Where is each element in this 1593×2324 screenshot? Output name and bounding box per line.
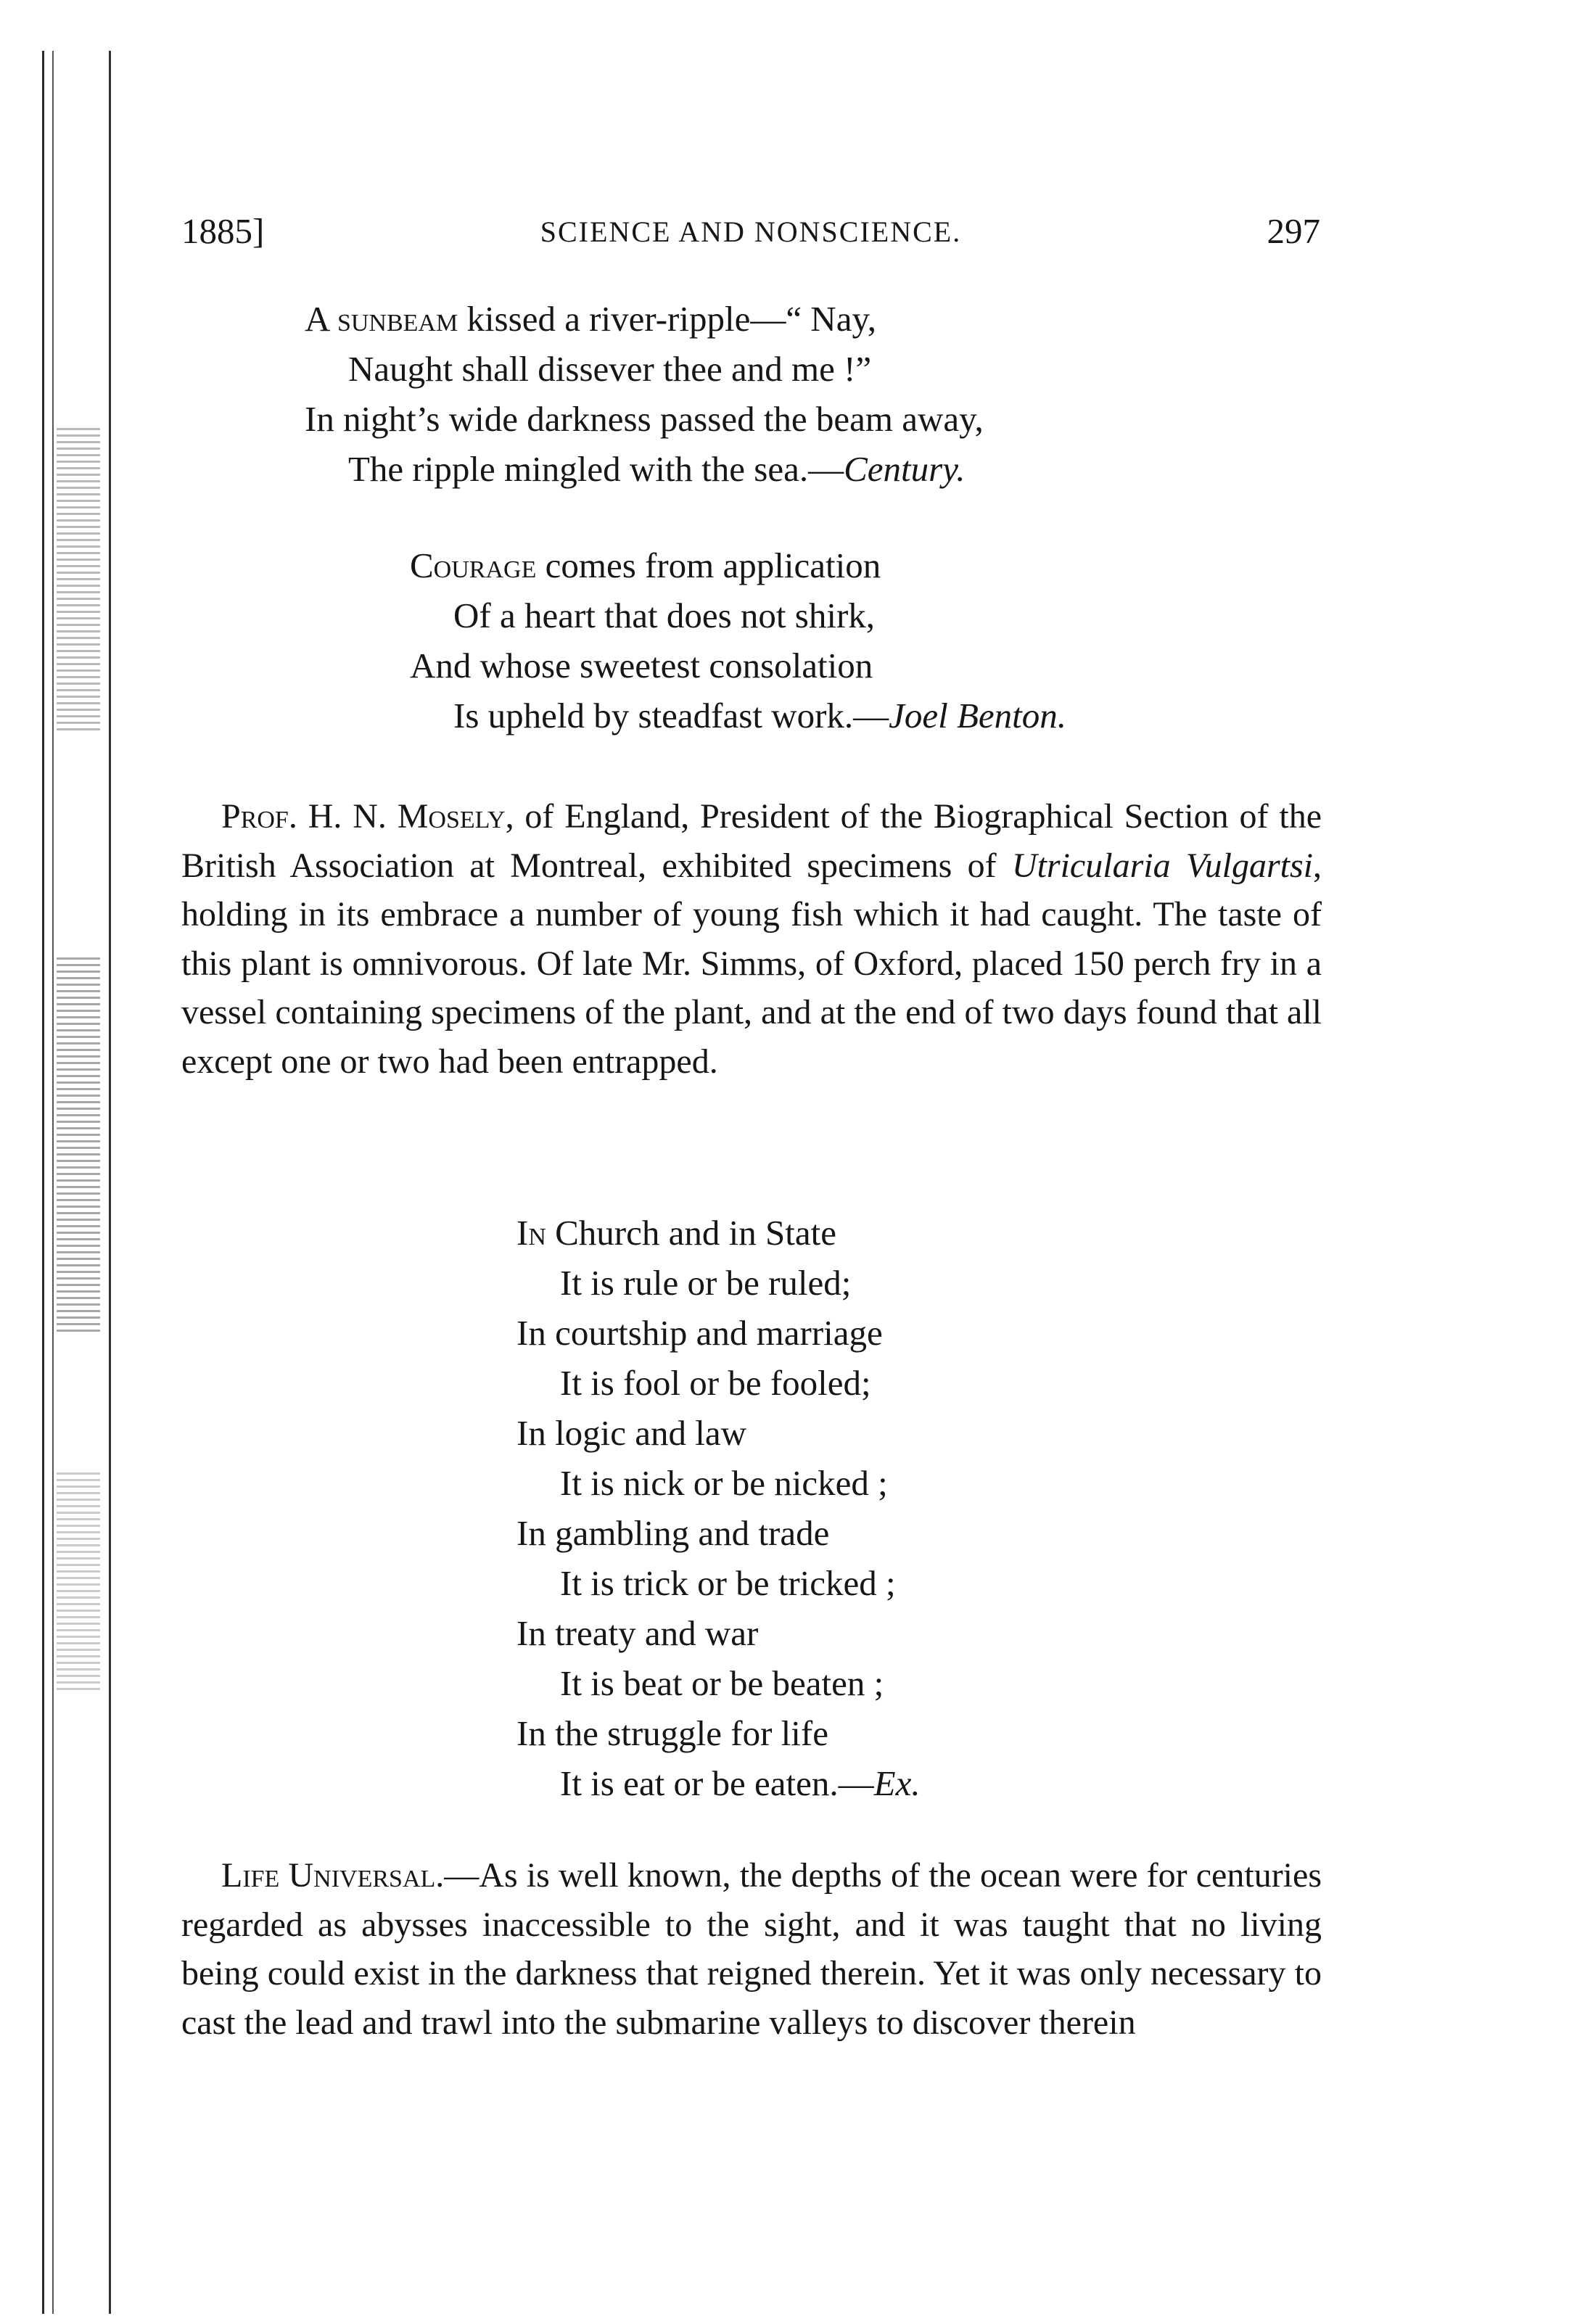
poem-line — [410, 540, 1066, 590]
poem-line — [410, 590, 1066, 640]
page-number: 297 — [1267, 211, 1320, 251]
poem-line — [516, 1508, 921, 1558]
binding-rule — [109, 51, 111, 2314]
paragraph-mosely — [181, 792, 1322, 1086]
small-caps-lead: Courage — [410, 545, 537, 585]
species-name: Utricularia Vulgartsi — [1011, 846, 1314, 885]
small-caps-lead: Life Universal — [221, 1856, 436, 1895]
poem-line — [305, 444, 984, 494]
small-caps-lead: sunbeam — [337, 299, 458, 339]
line-text: In courtship and marriage — [516, 1313, 883, 1353]
line-text: In gambling and trade — [516, 1513, 830, 1553]
poem-line — [516, 1708, 921, 1758]
paragraph-text: .—As is well known, the depths of the ocean were for centuries regarded as abysses inaccessible to the sight, and it was taught that no living being could exist in the darkness that reigned therein. Yet it was only necessary to cast the lead and trawl into the submarine valleys to discover therein — [181, 1856, 1322, 2042]
line-text: comes from application — [536, 545, 881, 585]
poem-line — [516, 1308, 921, 1358]
running-title: SCIENCE AND NONSCIENCE. — [540, 215, 962, 248]
poem-courage — [410, 540, 1066, 741]
small-caps-lead: In — [516, 1213, 546, 1253]
poem-source: Ex. — [873, 1763, 921, 1803]
poem-line — [516, 1208, 921, 1258]
poem-line — [516, 1658, 921, 1708]
poem-line — [305, 294, 984, 344]
poem-source: Century. — [844, 449, 966, 489]
line-text: It is rule or be ruled; — [560, 1263, 852, 1303]
binding-speckle — [57, 1472, 100, 1690]
paragraph-text: , of England, President of the Biographical Section of the British Association at Montreal, exhibited specimens of — [181, 797, 1322, 885]
poem-church-state — [516, 1208, 921, 1808]
line-text: And whose sweetest consolation — [410, 646, 873, 685]
line-text: It is eat or be eaten.— — [560, 1763, 874, 1803]
line-text: kissed a river-ripple—“ Nay, — [458, 299, 877, 339]
line-text: Naught shall dissever thee and me !” — [348, 349, 872, 389]
line-text: Church and in State — [546, 1213, 836, 1253]
poem-line — [516, 1358, 921, 1408]
line-text: Of a heart that does not shirk, — [453, 596, 876, 635]
line-text: The ripple mingled with the sea.— — [348, 449, 844, 489]
line-lead: A — [305, 299, 337, 339]
binding-speckle — [57, 428, 100, 733]
line-text: Is upheld by steadfast work.— — [453, 696, 889, 735]
line-text: In logic and law — [516, 1413, 747, 1453]
line-text: In treaty and war — [516, 1613, 759, 1653]
line-text: It is beat or be beaten ; — [560, 1663, 884, 1703]
poem-sunbeam — [305, 294, 984, 494]
poem-line — [516, 1608, 921, 1658]
poem-line — [410, 691, 1066, 741]
binding-rule — [42, 51, 44, 2314]
poem-source: Joel Benton. — [889, 696, 1067, 735]
poem-line — [516, 1458, 921, 1508]
small-caps-lead: Prof. H. N. Mosely — [221, 797, 506, 836]
binding-edge — [42, 51, 122, 2314]
paragraph-life-universal — [181, 1851, 1322, 2047]
poem-line — [305, 394, 984, 444]
line-text: In the struggle for life — [516, 1713, 828, 1753]
running-header — [181, 210, 1320, 261]
line-text: It is trick or be tricked ; — [560, 1563, 896, 1603]
poem-line — [516, 1258, 921, 1308]
binding-speckle — [57, 957, 100, 1335]
poem-line — [516, 1408, 921, 1458]
binding-rule — [52, 51, 54, 2314]
poem-line — [305, 344, 984, 394]
header-year: 1885] — [181, 211, 265, 251]
paragraph-text: , holding in its embrace a number of young fish which it had caught. The taste of this plant is omnivorous. Of late Mr. Simms, of Oxford, placed 150 perch fry in a vessel containing specimens of the plant, and at the end of two days found that all except one or two had been entrapped. — [181, 846, 1322, 1081]
line-text: It is fool or be fooled; — [560, 1363, 871, 1403]
poem-line — [516, 1558, 921, 1608]
poem-line — [516, 1758, 921, 1808]
poem-line — [410, 640, 1066, 691]
line-text: In night’s wide darkness passed the beam away, — [305, 399, 984, 439]
line-text: It is nick or be nicked ; — [560, 1463, 888, 1503]
